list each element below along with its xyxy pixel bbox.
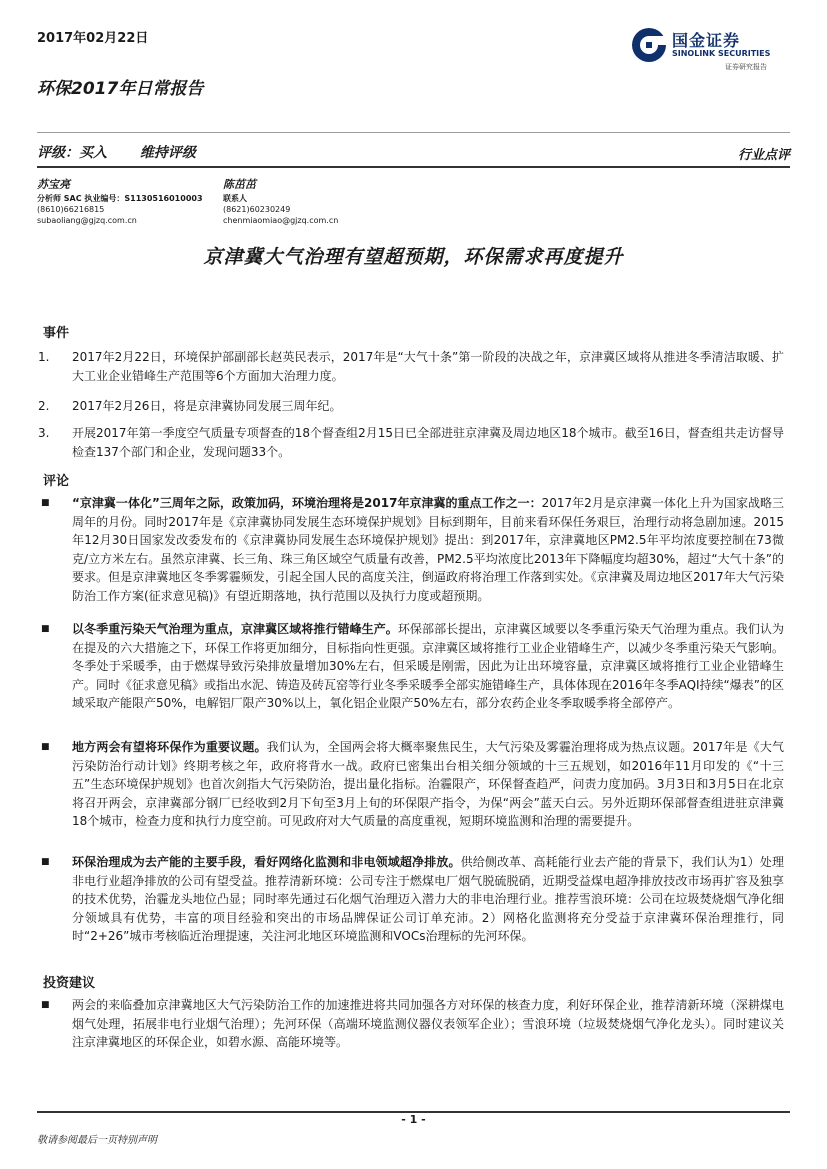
recommendation-text: 两会的来临叠加京津冀地区大气污染防治工作的加速推进将共同加强各方对环保的核查力度，利好环保企业，推荐清新环境（深耕煤电烟气处理，拓展非电行业烟气治理）；先河环保（高端环境监测仪器仪表领军企业）；雪浪环境（垃圾焚烧烟气净化龙头）。同时建议关注京津冀地区的环保企业，如碧水源、高能环境等。 [72,998,784,1049]
logo-mark-icon [630,26,668,64]
section-heading-commentary: 评论 [43,474,70,489]
commentary-body: 供给侧改革、高耗能行业去产能的背景下，我们认为1）处理非电行业超净排放的公司有望受益。推荐清新环境：公司专注于燃煤电厂烟气脱硫脱硝，近期受益煤电超净排放技改市场再扩容及独享的技术优势，治霾龙头地位凸显；同时率先通过石化烟气治理迈入潜力大的非电治理行业。推荐雪浪环境：公司在垃圾焚烧烟气净化细分领域具有优势，丰富的项目经验和突出的市场品牌保证公司订单充沛。2）网格化监测将充分受益于京津冀环保治理推行，同时“2+26”城市考核临近治理提速，关注河北地区环境监测和VOCs治理标的先河环保。 [72,855,784,943]
section-heading-events: 事件 [43,326,70,341]
bullet-icon: ■ [41,1000,50,1010]
divider [37,166,790,168]
bullet-icon: ■ [41,624,50,634]
commentary-body: 2017年2月是京津冀一体化上升为国家战略三周年的月份。同时2017年是《京津冀协同发展生态环境保护规划》目标到期年，目前来看环保任务艰巨，治理行动将急剧加速。2015年12月30日国家发改委发布的《京津冀协同发展生态环境保护规划》提出：到2017年，京津冀地区PM2.5年平均浓度要控制在73微克/立方米左右。虽然京津冀、长三角、珠三角区域空气质量有改善，PM2.5平均浓度比2013年下降幅度均超30%，超过“大气十条”的要求。但是京津冀地区冬季雾霾频发，引起全国人民的高度关注，倒逼政府将治理工作落到实处。《京津冀及周边地区2017年大气污染防治工作方案(征求意见稿)》有望近期落地，执行范围以及执行力度或超预期。 [72,496,784,603]
bullet-icon: ■ [41,498,50,508]
analyst-email: chenmiaomiao@gjzq.com.cn [223,216,339,225]
list-item-number: 2. [38,399,50,413]
analyst-email: subaoliang@gjzq.com.cn [37,216,137,225]
commentary-lead: 以冬季重污染天气治理为重点，京津冀区域将推行错峰生产。 [72,622,398,636]
bullet-icon: ■ [41,742,50,752]
commentary-item [72,738,784,831]
company-logo [630,24,790,76]
commentary-body: 环保部部长提出，京津冀区域要以冬季重污染天气治理为重点。我们认为在提及的六大措施之下，环保工作将更加细分，目标指向性更强。京津冀区域将推行工业企业错峰生产，以减少冬季重污染天气影响。冬季处于采暖季，由于燃煤导致污染排放量增加30%左右，但采暖是刚需，因此为让出环境容量，京津冀区域将推行工业企业错峰生产。同时《征求意见稿》或指出水泥、铸造及砖瓦窑等行业冬季采暖季全部实施错峰生产，具体体现在2016年冬季AQI持续“爆表”的区域采取产能限产50%，电解铝厂限产30%以上，氧化铝企业限产50%左右，部分农药企业冬季取暖季将全部停产。 [72,622,784,710]
logo-english-name: SINOLINK SECURITIES [672,49,771,58]
page-number: - 1 - [401,1113,426,1126]
rating-action: 维持评级 [139,145,196,161]
event-item: 2017年2月26日，将是京津冀协同发展三周年纪。 [72,399,342,413]
list-item-number: 3. [38,426,50,440]
commentary-body: 我们认为，全国两会将大概率聚焦民生，大气污染及雾霾治理将成为热点议题。2017年是《大气污染防治行动计划》终期考核之年，政府将背水一战。政府已密集出台相关细分领域的十三五规划，如2016年11月印发的《“十三五”生态环境保护规划》也首次剑指大气污染防治，提出量化指标。治霾限产，环保督查趋严，问责力度加码。3月3日和3月5日在北京将召开两会，京津冀部分钢厂已经收到2月下旬至3月上旬的环保限产指令，为保“两会”蓝天白云。另外近期环保部督查组进驻京津冀18个城市，检查力度和执行力度空前。可见政府对大气质量的高度重视，短期环境监测和治理的需要提升。 [72,740,784,828]
analyst-phone: (8621)60230249 [223,205,291,214]
report-date: 2017年02月22日 [37,31,149,46]
event-item: 2017年2月22日，环境保护部副部长赵英民表示，2017年是“大气十条”第一阶段的决战之年，京津冀区域将从推进冬季清洁取暖、扩大工业企业错峰生产范围等6个方面加大治理力度。 [72,350,784,383]
report-category: 行业点评 [737,148,790,163]
analyst-role: 联系人 [223,194,247,203]
rating-bar [37,142,224,162]
bullet-icon: ■ [41,857,50,867]
commentary-item [72,853,784,946]
report-series-title: 环保2017年日常报告 [37,79,204,99]
disclaimer-note: 敬请参阅最后一页特别声明 [37,1135,157,1146]
commentary-item [72,620,784,713]
divider [37,132,790,133]
commentary-lead: “京津冀一体化”三周年之际，政策加码，环境治理将是2017年京津冀的重点工作之一： [72,496,542,510]
commentary-lead: 地方两会有望将环保作为重要议题。 [72,740,267,754]
commentary-item [72,494,784,605]
logo-chinese-name: 国金证券 [672,31,741,50]
commentary-lead: 环保治理成为去产能的主要手段，看好网络化监测和非电领域超净排放。 [72,855,461,869]
event-item: 开展2017年第一季度空气质量专项督查的18个督查组2月15日已全部进驻京津冀及周边地区18个城市。截至16日，督查组共走访督导检查137个部门和企业，发现问题33个。 [72,426,784,459]
section-heading-recommendation: 投资建议 [43,976,96,991]
analyst-role: 分析师 SAC 执业编号：S1130516010003 [37,194,203,203]
analyst-card [223,176,338,226]
analyst-name: 苏宝亮 [37,178,70,191]
logo-subtitle: 证券研究报告 [725,63,767,71]
analyst-card [37,176,203,226]
list-item-number: 1. [38,350,50,364]
analyst-phone: (8610)66216815 [37,205,105,214]
analyst-name: 陈茁茁 [223,178,256,191]
rating-label: 评级：买入 [37,145,107,161]
headline: 京津冀大气治理有望超预期，环保需求再度提升 [203,246,624,268]
